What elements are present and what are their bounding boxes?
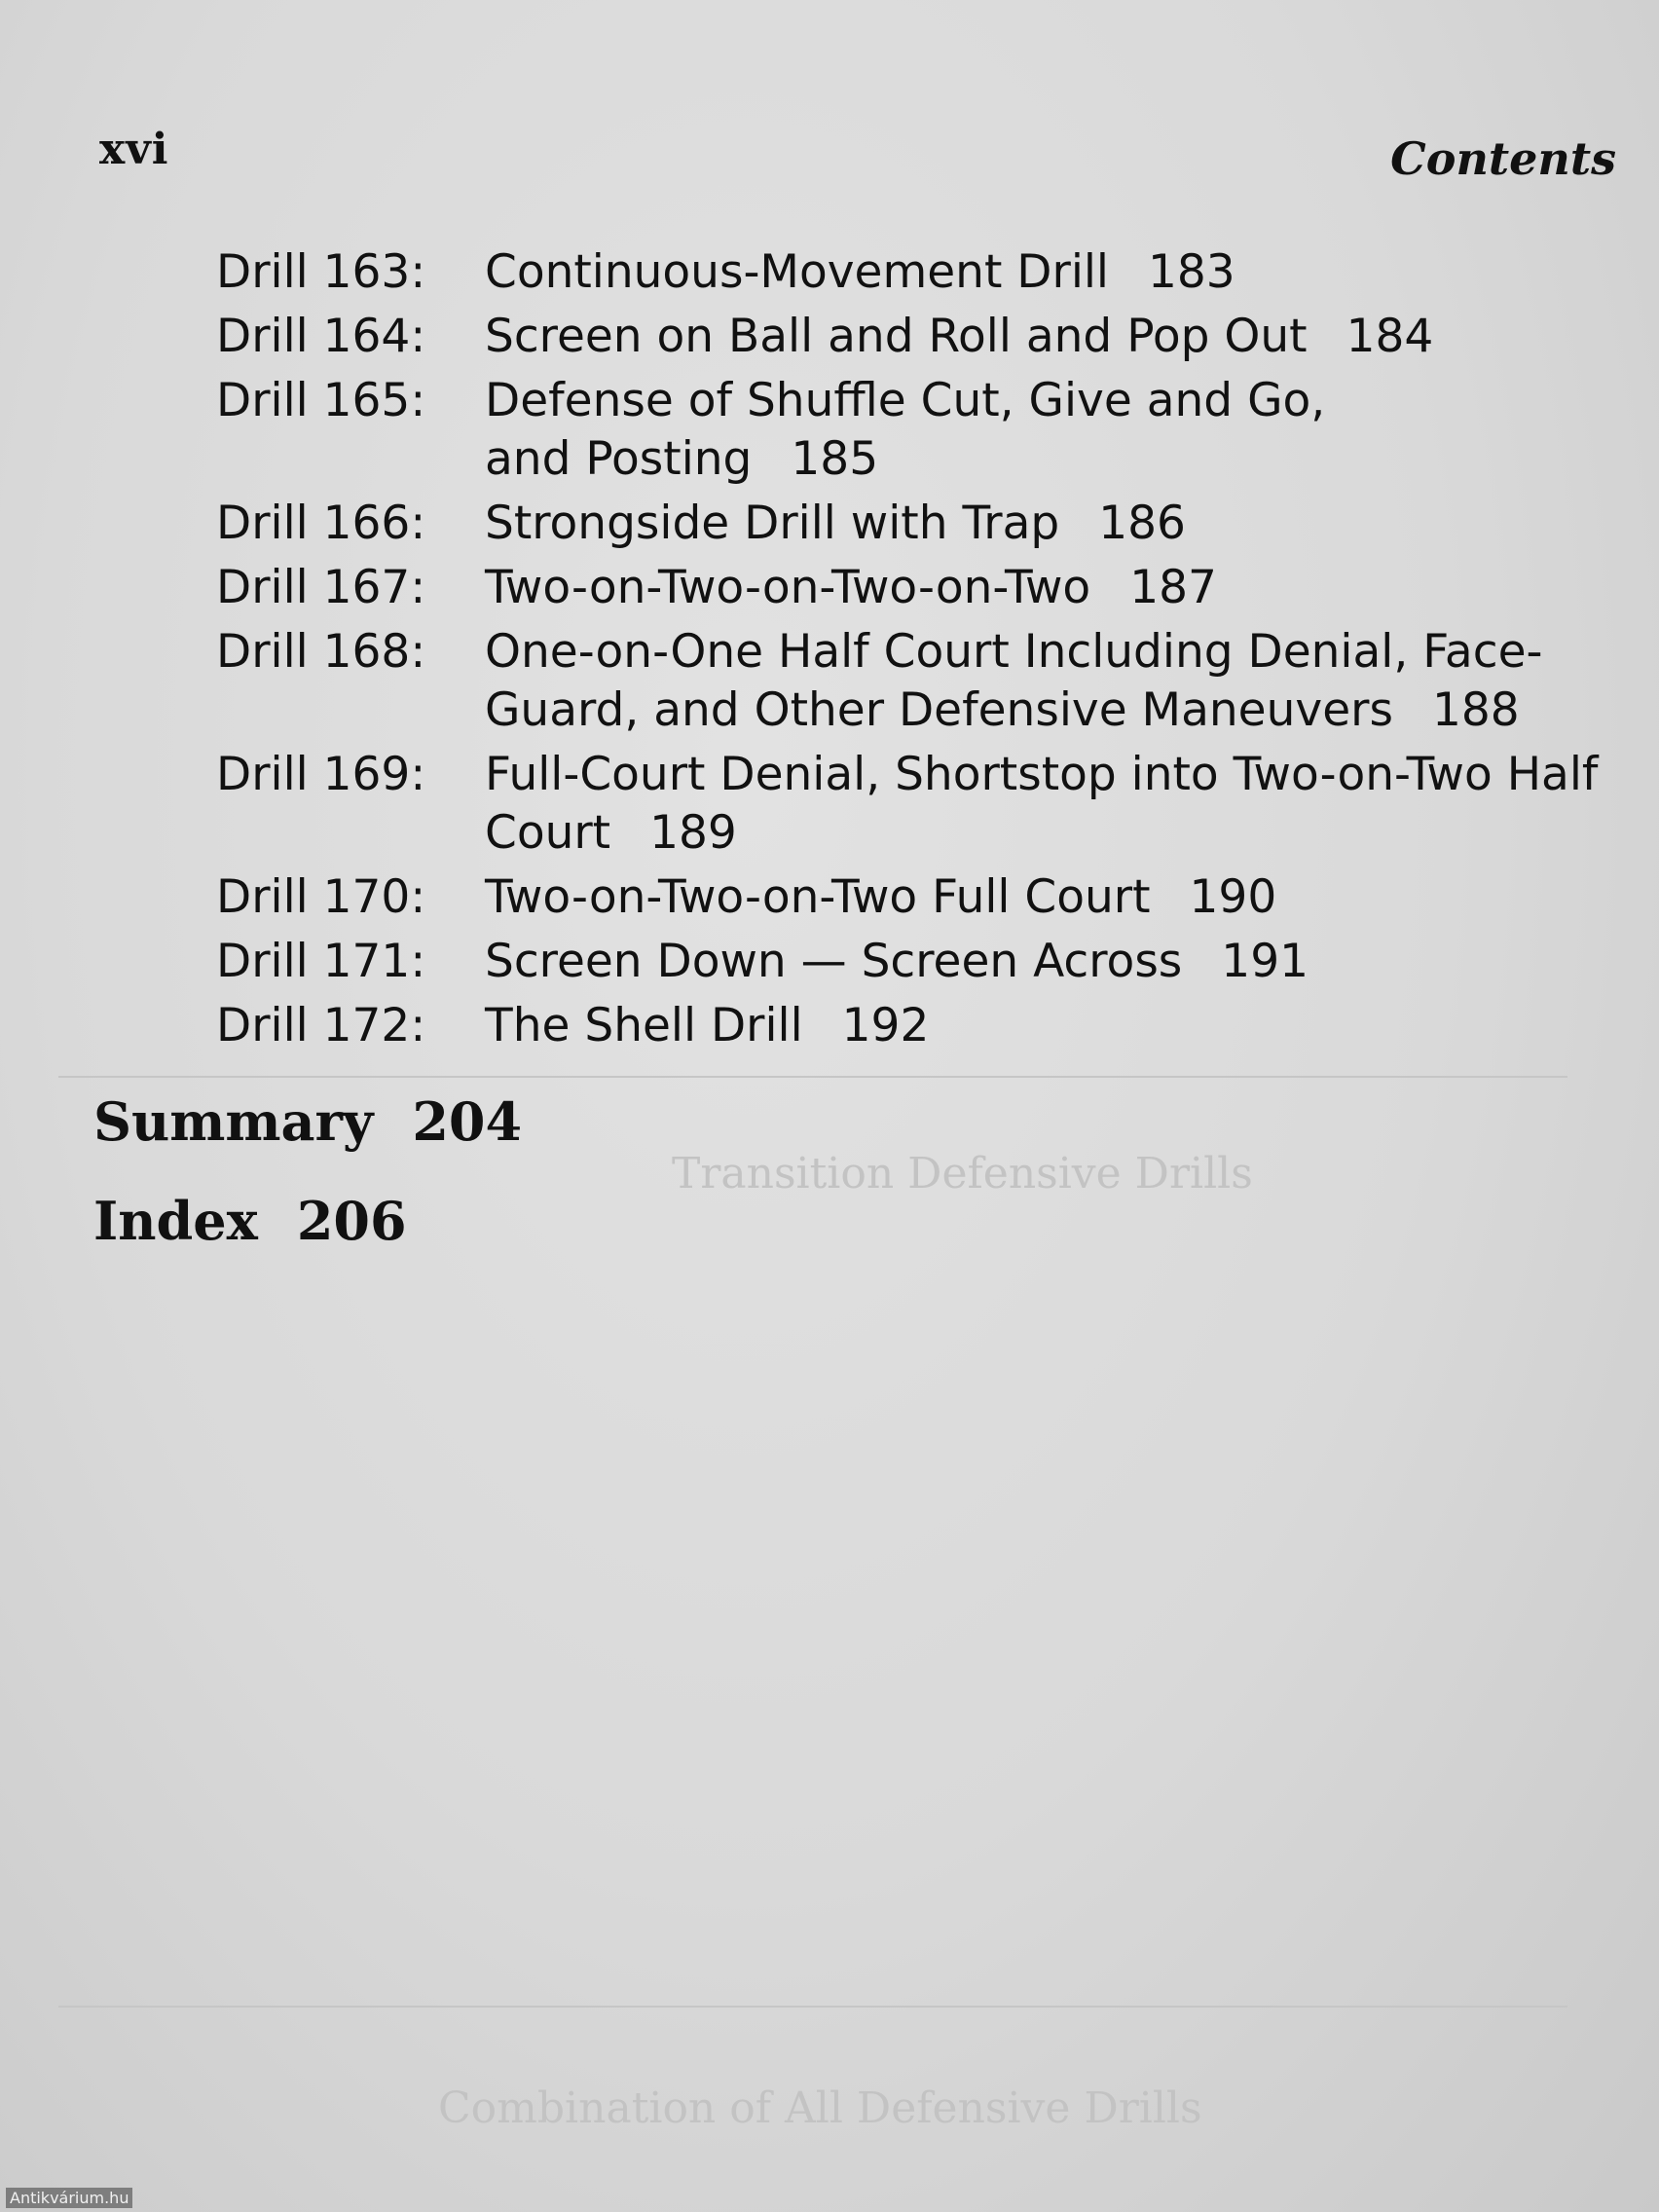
drill-title: Two-on-Two-on-Two-on-Two bbox=[485, 561, 1091, 614]
drill-title-line bbox=[485, 746, 1618, 863]
drill-entry bbox=[216, 243, 1618, 302]
drill-title: Strongside Drill with Trap bbox=[485, 497, 1060, 550]
drill-title-line bbox=[485, 997, 1618, 1055]
drill-label: Drill 168: bbox=[216, 625, 426, 679]
drill-entry bbox=[216, 868, 1618, 927]
drill-page-number: 190 bbox=[1189, 870, 1277, 924]
drill-title-line bbox=[485, 495, 1618, 553]
index-page-number: 206 bbox=[296, 1190, 407, 1252]
page-number-roman: xvi bbox=[99, 125, 169, 174]
drill-page-number: 184 bbox=[1346, 310, 1434, 363]
drill-label: Drill 164: bbox=[216, 310, 426, 363]
drill-entry bbox=[216, 997, 1618, 1055]
drill-page-number: 185 bbox=[791, 432, 879, 486]
drill-page-number: 188 bbox=[1431, 683, 1520, 737]
drill-label: Drill 163: bbox=[216, 245, 426, 299]
drill-label: Drill 172: bbox=[216, 999, 426, 1052]
drill-title-line bbox=[485, 372, 1423, 489]
drill-title-line bbox=[485, 308, 1618, 366]
drill-label: Drill 166: bbox=[216, 497, 426, 550]
drill-page-number: 186 bbox=[1098, 497, 1186, 550]
index-label: Index bbox=[93, 1190, 258, 1252]
drill-title: Two-on-Two-on-Two Full Court bbox=[485, 870, 1151, 924]
drill-label: Drill 169: bbox=[216, 748, 426, 801]
show-through-rule bbox=[58, 1076, 1567, 1078]
drill-page-number: 191 bbox=[1221, 935, 1309, 988]
drill-label: Drill 165: bbox=[216, 374, 426, 427]
drill-page-number: 189 bbox=[649, 806, 737, 860]
drill-title-line bbox=[485, 559, 1618, 617]
drill-entry bbox=[216, 933, 1618, 991]
summary-label: Summary bbox=[93, 1090, 374, 1153]
show-through-text: Transition Defensive Drills bbox=[672, 1149, 1253, 1198]
drill-title-line bbox=[485, 933, 1618, 991]
summary-page-number: 204 bbox=[412, 1090, 523, 1153]
drill-title: Defense of Shuffle Cut, Give and Go, and Posting bbox=[485, 374, 1326, 486]
drill-title-line bbox=[485, 623, 1550, 740]
source-watermark: Antikvárium.hu bbox=[6, 2188, 132, 2208]
show-through-text: Combination of All Defensive Drills bbox=[438, 2083, 1202, 2133]
drill-entry bbox=[216, 746, 1618, 863]
drill-title-line bbox=[485, 868, 1618, 927]
drill-title: The Shell Drill bbox=[485, 999, 803, 1052]
drill-page-number: 187 bbox=[1129, 561, 1217, 614]
drill-label: Drill 170: bbox=[216, 870, 426, 924]
drill-label: Drill 171: bbox=[216, 935, 426, 988]
drill-label: Drill 167: bbox=[216, 561, 426, 614]
drill-entry bbox=[216, 372, 1423, 489]
drill-entry bbox=[216, 495, 1618, 553]
show-through-rule bbox=[58, 2006, 1567, 2008]
drill-entry bbox=[216, 623, 1550, 740]
drill-title-line bbox=[485, 243, 1618, 302]
drill-title: Full-Court Denial, Shortstop into Two-on-Two Half Court bbox=[485, 748, 1599, 860]
drill-list bbox=[216, 243, 1618, 1061]
index-entry bbox=[93, 1190, 407, 1252]
drill-title: One-on-One Half Court Including Denial, Face-Guard, and Other Defensive Maneuvers bbox=[485, 625, 1543, 737]
drill-title: Screen on Ball and Roll and Pop Out bbox=[485, 310, 1308, 363]
drill-title: Continuous-Movement Drill bbox=[485, 245, 1109, 299]
running-head-title: Contents bbox=[1390, 132, 1616, 185]
drill-page-number: 183 bbox=[1148, 245, 1235, 299]
summary-entry bbox=[93, 1090, 522, 1153]
drill-title: Screen Down — Screen Across bbox=[485, 935, 1183, 988]
drill-page-number: 192 bbox=[841, 999, 930, 1052]
drill-entry bbox=[216, 308, 1618, 366]
drill-entry bbox=[216, 559, 1618, 617]
